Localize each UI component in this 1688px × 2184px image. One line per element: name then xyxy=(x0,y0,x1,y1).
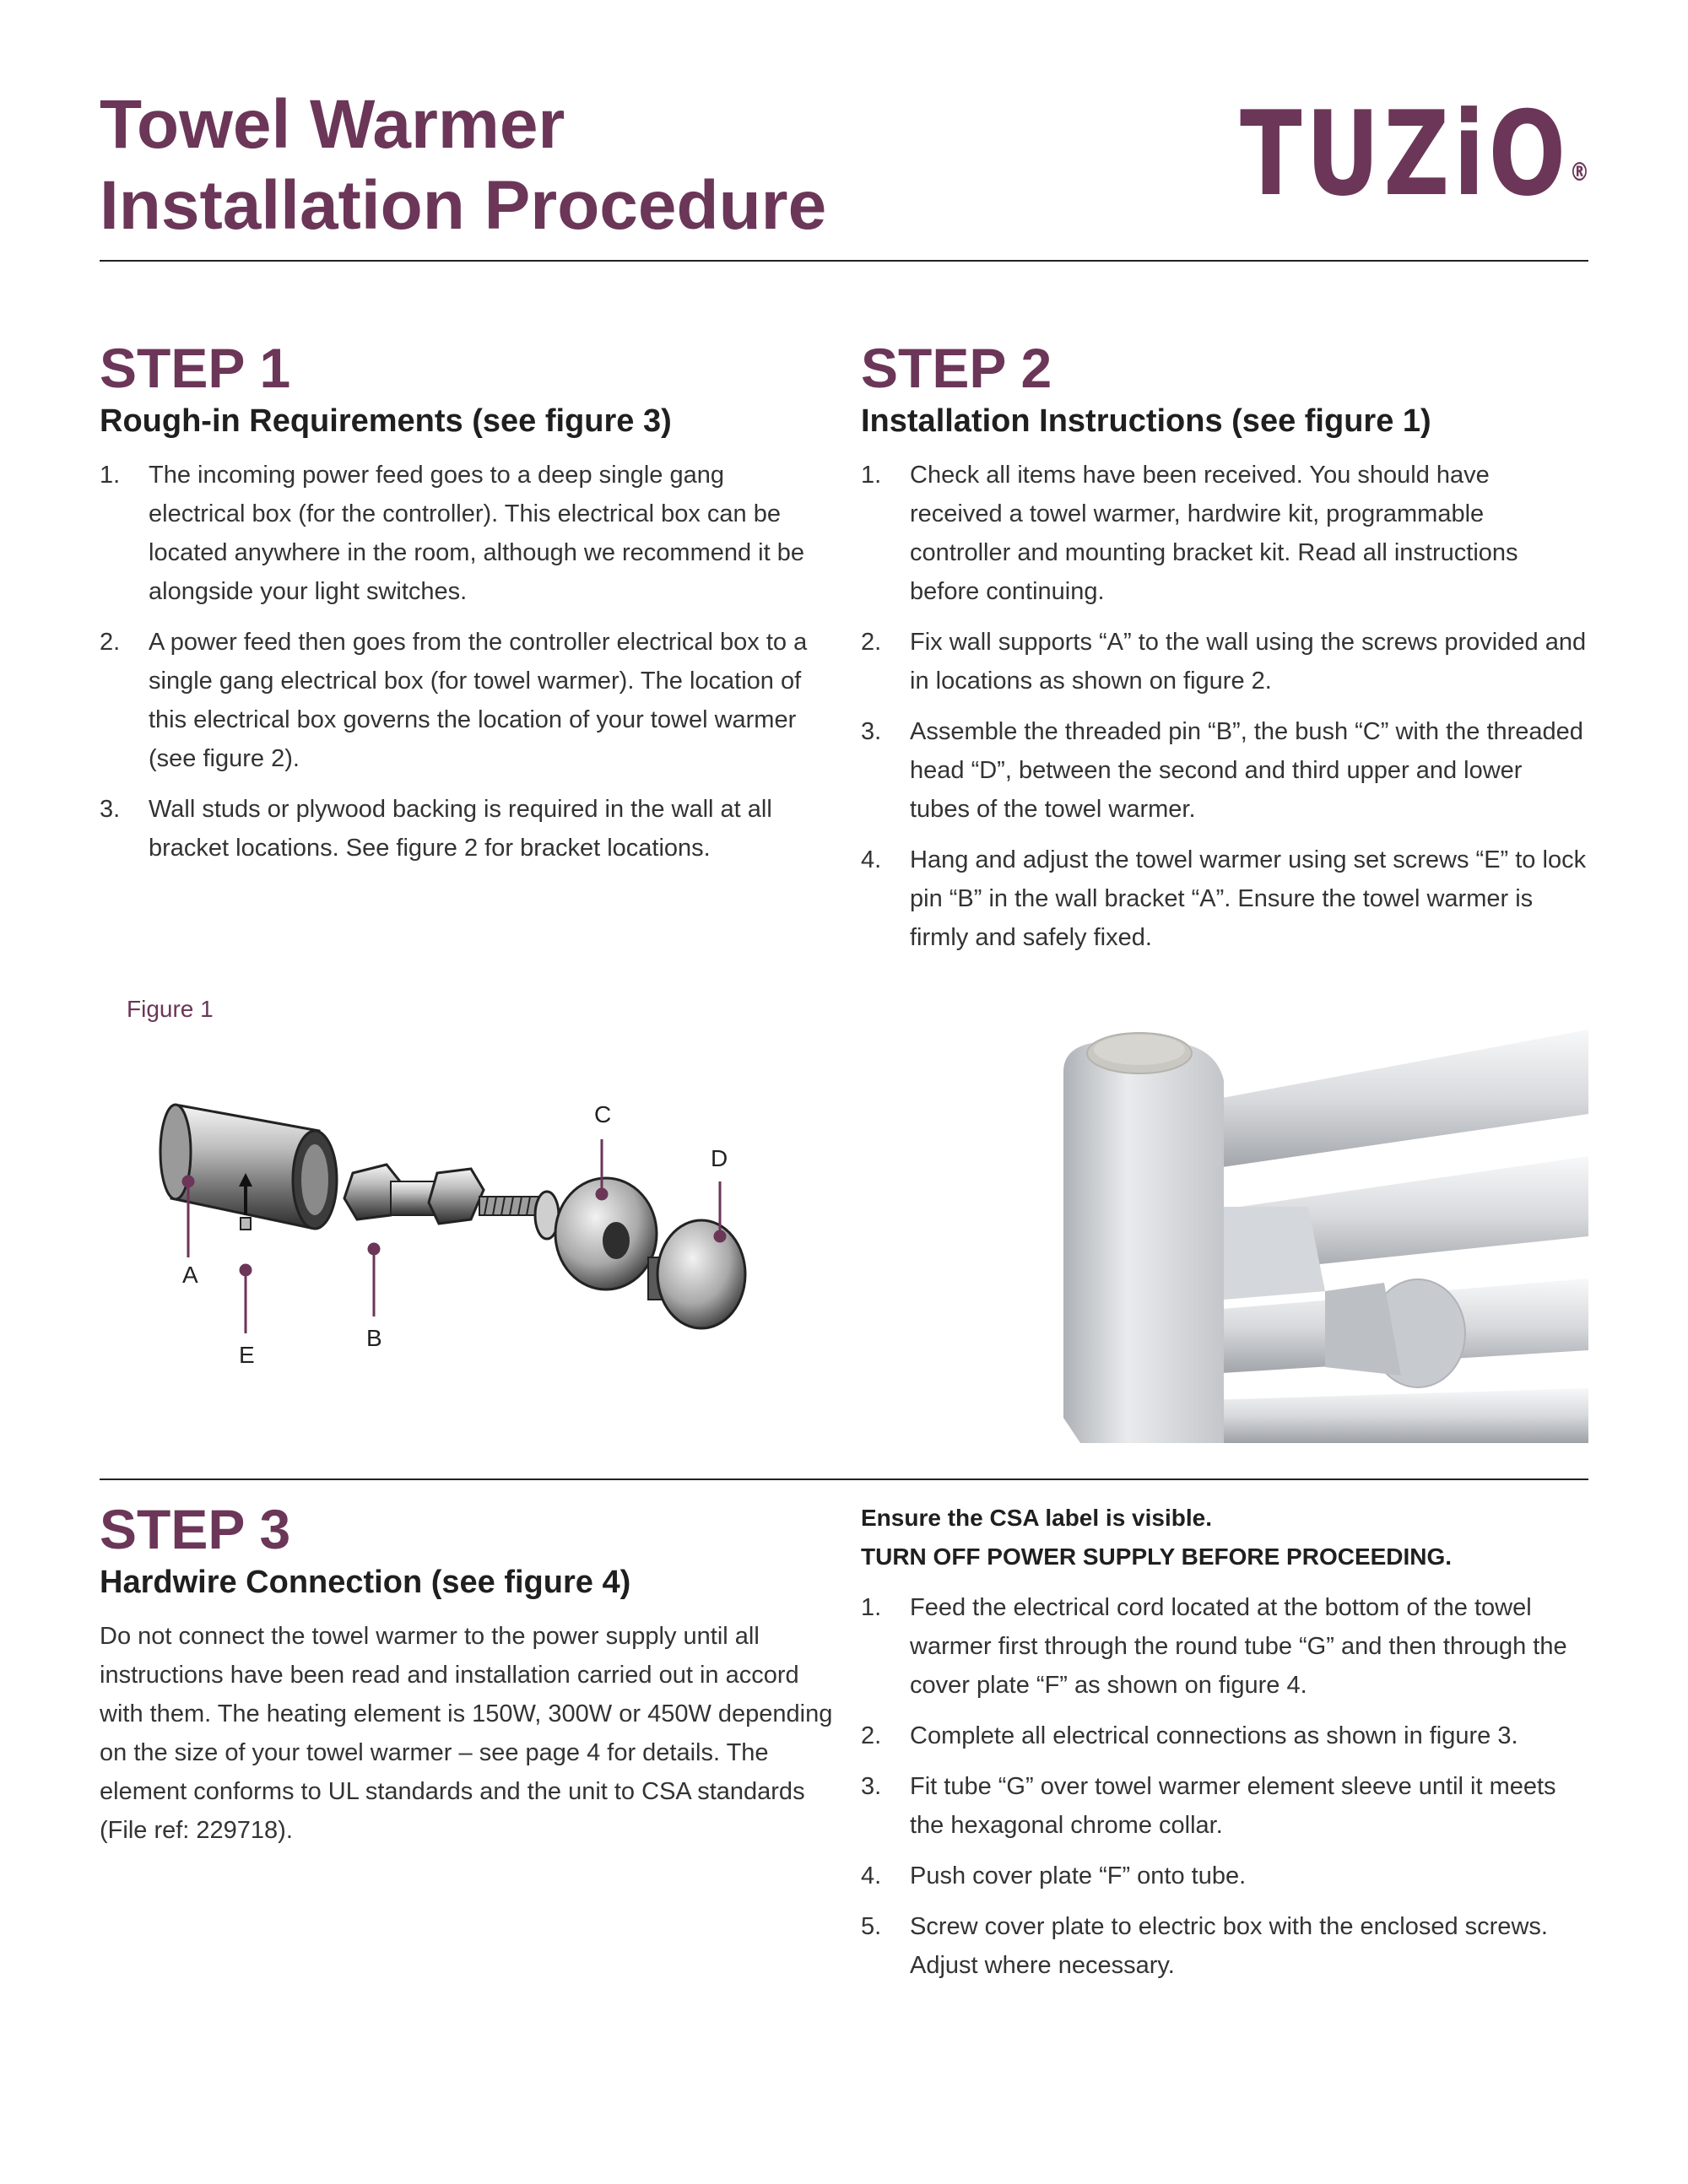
threaded-head-d xyxy=(648,1220,745,1328)
step2-subheading: Installation Instructions (see figure 1) xyxy=(861,403,1431,439)
step1-section xyxy=(100,336,825,879)
callout-d: D xyxy=(711,1145,728,1171)
item-number: 4. xyxy=(861,846,882,873)
figure1-label: Figure 1 xyxy=(127,996,214,1022)
csa-note: Ensure the CSA label is visible. xyxy=(861,1505,1212,1531)
wall-support-a xyxy=(160,1105,337,1229)
logo-text: TUZiO xyxy=(1240,86,1570,222)
item-number: 4. xyxy=(861,1862,882,1889)
item-number: 2. xyxy=(861,629,882,656)
list-item xyxy=(861,623,1587,700)
section-divider xyxy=(100,1479,1588,1480)
item-number: 2. xyxy=(100,629,121,656)
item-text: Assemble the threaded pin “B”, the bush “C” with the threaded head “D”, between the second and third upper and lower tubes of the towel warmer. xyxy=(910,718,1583,823)
item-number: 5. xyxy=(861,1913,882,1940)
step2-list xyxy=(861,456,1587,957)
list-item xyxy=(861,1857,1587,1895)
step1-list xyxy=(100,456,825,868)
list-item xyxy=(100,456,825,611)
item-text: A power feed then goes from the controller electrical box to a single gang electrical box (for towel warmer). The location of this electrical box governs the location of your towel warmer (see figure 2). xyxy=(149,629,808,772)
list-item xyxy=(100,623,825,778)
title-line-2: Installation Procedure xyxy=(100,167,827,244)
item-text: Feed the electrical cord located at the bottom of the towel warmer first through the round tube “G” and then through the cover plate “F” as shown on figure 4. xyxy=(910,1594,1567,1699)
item-text: Push cover plate “F” onto tube. xyxy=(910,1862,1247,1889)
list-item xyxy=(861,1716,1587,1755)
list-item xyxy=(861,1907,1587,1985)
item-text: Fix wall supports “A” to the wall using the screws provided and in locations as shown on figure 2. xyxy=(910,629,1587,695)
item-number: 1. xyxy=(861,1594,882,1621)
list-item xyxy=(861,1588,1587,1705)
list-item xyxy=(100,790,825,868)
brand-logo xyxy=(1240,86,1593,222)
item-text: Hang and adjust the towel warmer using set screws “E” to lock pin “B” in the wall bracket “A”. Ensure the towel warmer is firmly and safely fixed. xyxy=(910,846,1587,951)
item-number: 3. xyxy=(861,1773,882,1800)
item-text: Complete all electrical connections as shown in figure 3. xyxy=(910,1722,1518,1749)
callout-c: C xyxy=(594,1101,612,1127)
item-text: The incoming power feed goes to a deep single gang electrical box (for the controller). This electrical box can be located anywhere in the room, although we recommend it be alongside your light switches. xyxy=(149,462,804,605)
item-text: Fit tube “G” over towel warmer element sleeve until it meets the hexagonal chrome collar. xyxy=(910,1773,1556,1839)
item-text: Screw cover plate to electric box with the enclosed screws. Adjust where necessary. xyxy=(910,1913,1548,1979)
list-item xyxy=(861,1767,1587,1845)
item-number: 3. xyxy=(100,796,121,823)
callout-b: B xyxy=(366,1325,382,1351)
item-number: 1. xyxy=(861,462,882,489)
step3-section xyxy=(100,1497,834,1850)
step3-instructions xyxy=(861,1499,1587,1997)
bracket-assembly-diagram xyxy=(100,1046,775,1384)
towel-warmer-photo xyxy=(1047,1013,1588,1443)
step3-list xyxy=(861,1588,1587,1985)
item-number: 2. xyxy=(861,1722,882,1749)
item-number: 1. xyxy=(100,462,121,489)
title-line-1: Towel Warmer xyxy=(100,86,565,163)
power-warning: TURN OFF POWER SUPPLY BEFORE PROCEEDING. xyxy=(861,1543,1453,1570)
list-item xyxy=(861,456,1587,611)
item-text: Wall studs or plywood backing is required in the wall at all bracket locations. See figure 2 for bracket locations. xyxy=(149,796,772,862)
page-title xyxy=(100,84,826,246)
step2-section xyxy=(861,336,1587,969)
registered-mark: ® xyxy=(1569,158,1593,187)
step1-heading: STEP 1 xyxy=(100,337,291,399)
item-text: Check all items have been received. You should have received a towel warmer, hardwire kit, programmable controller and mounting bracket kit. Read all instructions before continuing. xyxy=(910,462,1518,605)
step2-heading: STEP 2 xyxy=(861,337,1052,399)
list-item xyxy=(861,841,1587,957)
step1-subheading: Rough-in Requirements (see figure 3) xyxy=(100,403,672,439)
step3-subheading: Hardwire Connection (see figure 4) xyxy=(100,1565,631,1600)
list-item xyxy=(861,712,1587,829)
item-number: 3. xyxy=(861,718,882,745)
step3-paragraph: Do not connect the towel warmer to the power supply until all instructions have been read and installation carried out in accord with them. The heating element is 150W, 300W or 450W depending on the size of your towel warmer – see page 4 for details. The element conforms to UL standards and the unit to CSA standards (File ref: 229718). xyxy=(100,1623,833,1844)
header-divider xyxy=(100,260,1588,262)
callout-a: A xyxy=(182,1262,198,1288)
threaded-pin-b xyxy=(344,1165,538,1224)
callout-e: E xyxy=(239,1342,255,1368)
step3-heading: STEP 3 xyxy=(100,1498,291,1560)
